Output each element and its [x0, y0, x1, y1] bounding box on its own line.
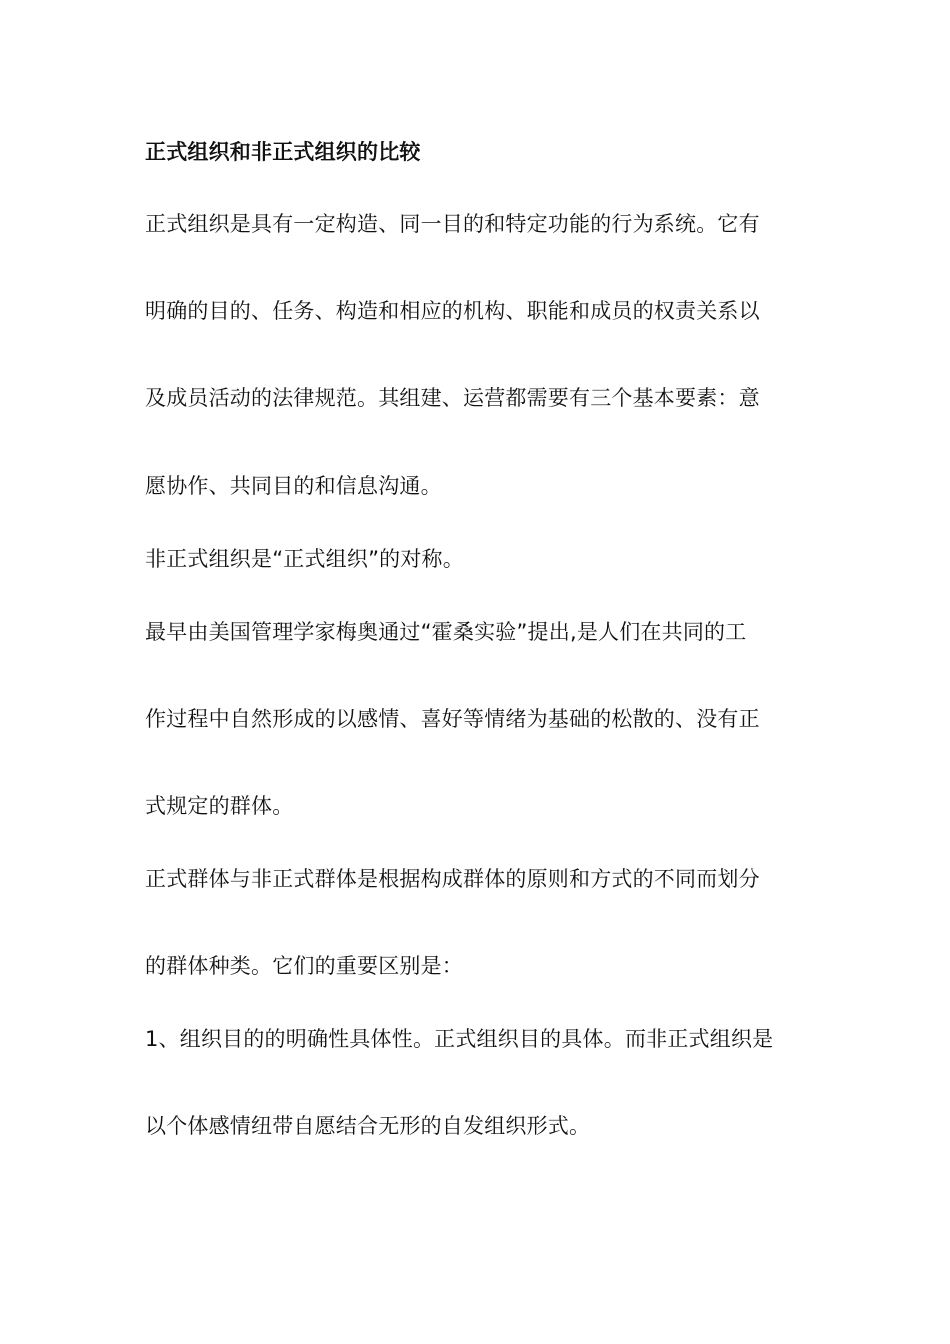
- text-line-4: 愿协作、共同目的和信息沟通。: [145, 474, 442, 498]
- text-line-12: 以个体感情纽带自愿结合无形的自发组织形式。: [145, 1114, 591, 1138]
- document-title: 正式组织和非正式组织的比较: [145, 140, 421, 164]
- text-line-10: 的群体种类。它们的重要区别是：: [145, 954, 463, 978]
- text-line-2: 明确的目的、任务、构造和相应的机构、职能和成员的权责关系以: [145, 299, 760, 323]
- text-line-3: 及成员活动的法律规范。其组建、运营都需要有三个基本要素：意: [145, 386, 760, 410]
- text-line-11: 1、组织目的的明确性具体性。正式组织目的具体。而非正式组织是: [145, 1027, 774, 1051]
- text-line-7: 作过程中自然形成的以感情、喜好等情绪为基础的松散的、没有正: [145, 707, 760, 731]
- text-line-8: 式规定的群体。: [145, 794, 294, 818]
- text-line-9: 正式群体与非正式群体是根据构成群体的原则和方式的不同而划分: [145, 867, 760, 891]
- text-line-5: 非正式组织是“正式组织”的对称。: [145, 547, 464, 571]
- text-line-1: 正式组织是具有一定构造、同一目的和特定功能的行为系统。它有: [145, 212, 760, 236]
- text-line-6: 最早由美国管理学家梅奥通过“霍桑实验”提出,是人们在共同的工: [145, 620, 747, 644]
